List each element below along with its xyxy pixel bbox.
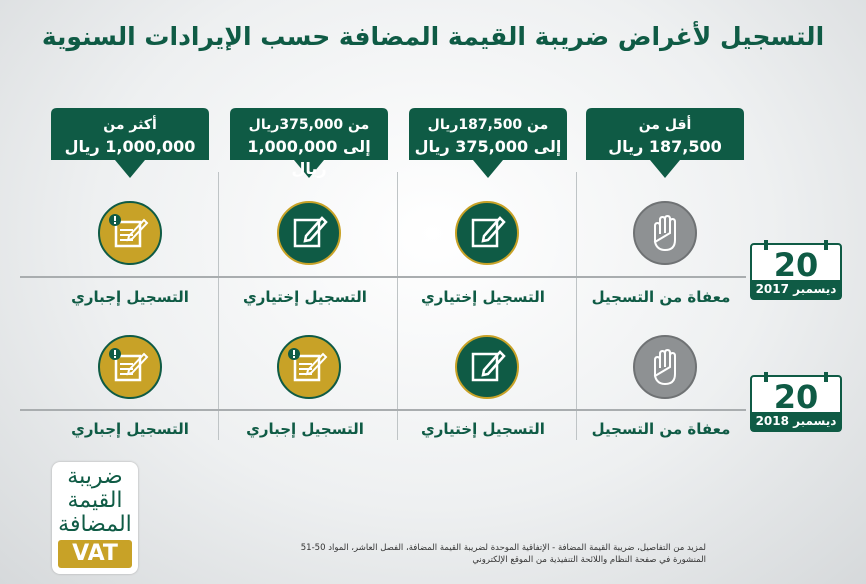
mandatory-form-icon: [276, 334, 342, 400]
mandatory-form-icon: [97, 334, 163, 400]
footnote-line1: لمزيد من التفاصيل، ضريبة القيمة المضافة - الإتفاقية الموحدة لضريبة القيمة المضافة، الفصل العاشر، المواد 50-51: [300, 543, 706, 553]
logo-line2: القيمة: [67, 488, 123, 513]
logo-line3: المضافة: [58, 512, 132, 537]
banner-line2: إلى 375,000 ريال: [414, 137, 562, 156]
timeline-2018: [20, 409, 746, 411]
edit-form-icon: [454, 200, 520, 266]
footnote-line2: المنشورة في صفحة النظام واللائحة التنفيذية من الموقع الإلكتروني: [472, 555, 706, 565]
logo-line1: ضريبة: [67, 464, 123, 489]
revenue-band-banner: [586, 108, 744, 180]
banner-line2: 1,000,000 ريال: [64, 137, 196, 156]
edit-form-icon: [454, 334, 520, 400]
registration-status-label: معفاة من التسجيل: [591, 420, 731, 438]
registration-status-label: التسجيل إجباري: [246, 420, 364, 438]
banner-line1: أكثر من: [103, 117, 157, 133]
mandatory-form-icon: [97, 200, 163, 266]
hand-stop-icon: [632, 334, 698, 400]
calendar-month-year: ديسمبر 2018: [755, 414, 837, 428]
edit-form-icon: [276, 200, 342, 266]
banner-line1: من 375,000ريال: [248, 117, 370, 133]
revenue-band-banner: [230, 108, 388, 180]
page-title: التسجيل لأغراض ضريبة القيمة المضافة حسب الإيرادات السنوية: [41, 22, 825, 51]
vat-logo: [52, 462, 138, 574]
registration-status-label: معفاة من التسجيل: [591, 288, 731, 306]
registration-status-label: التسجيل إجباري: [71, 288, 189, 306]
calendar-month-year: ديسمبر 2017: [755, 282, 837, 296]
revenue-band-banner: [409, 108, 567, 180]
banner-line1: أقل من: [638, 117, 692, 133]
calendar-date-2018: [750, 372, 842, 432]
registration-status-label: التسجيل إجباري: [71, 420, 189, 438]
registration-status-label: التسجيل إختياري: [243, 288, 367, 306]
column-divider: [576, 172, 577, 440]
footnote: [260, 542, 706, 566]
column-divider: [218, 172, 219, 440]
revenue-band-banner: [51, 108, 209, 180]
registration-status-label: التسجيل إختياري: [421, 420, 545, 438]
hand-stop-icon: [632, 200, 698, 266]
banner-line2: إلى 1,000,000 ريال: [247, 137, 371, 178]
banner-line1: من 187,500ريال: [427, 117, 549, 133]
timeline-2017: [20, 276, 746, 278]
vat-badge: VAT: [58, 540, 132, 568]
calendar-day: 20: [773, 378, 819, 416]
banner-line2: 187,500 ريال: [608, 137, 722, 156]
registration-status-label: التسجيل إختياري: [421, 288, 545, 306]
calendar-day: 20: [773, 246, 819, 284]
column-divider: [397, 172, 398, 440]
calendar-date-2017: [750, 240, 842, 300]
